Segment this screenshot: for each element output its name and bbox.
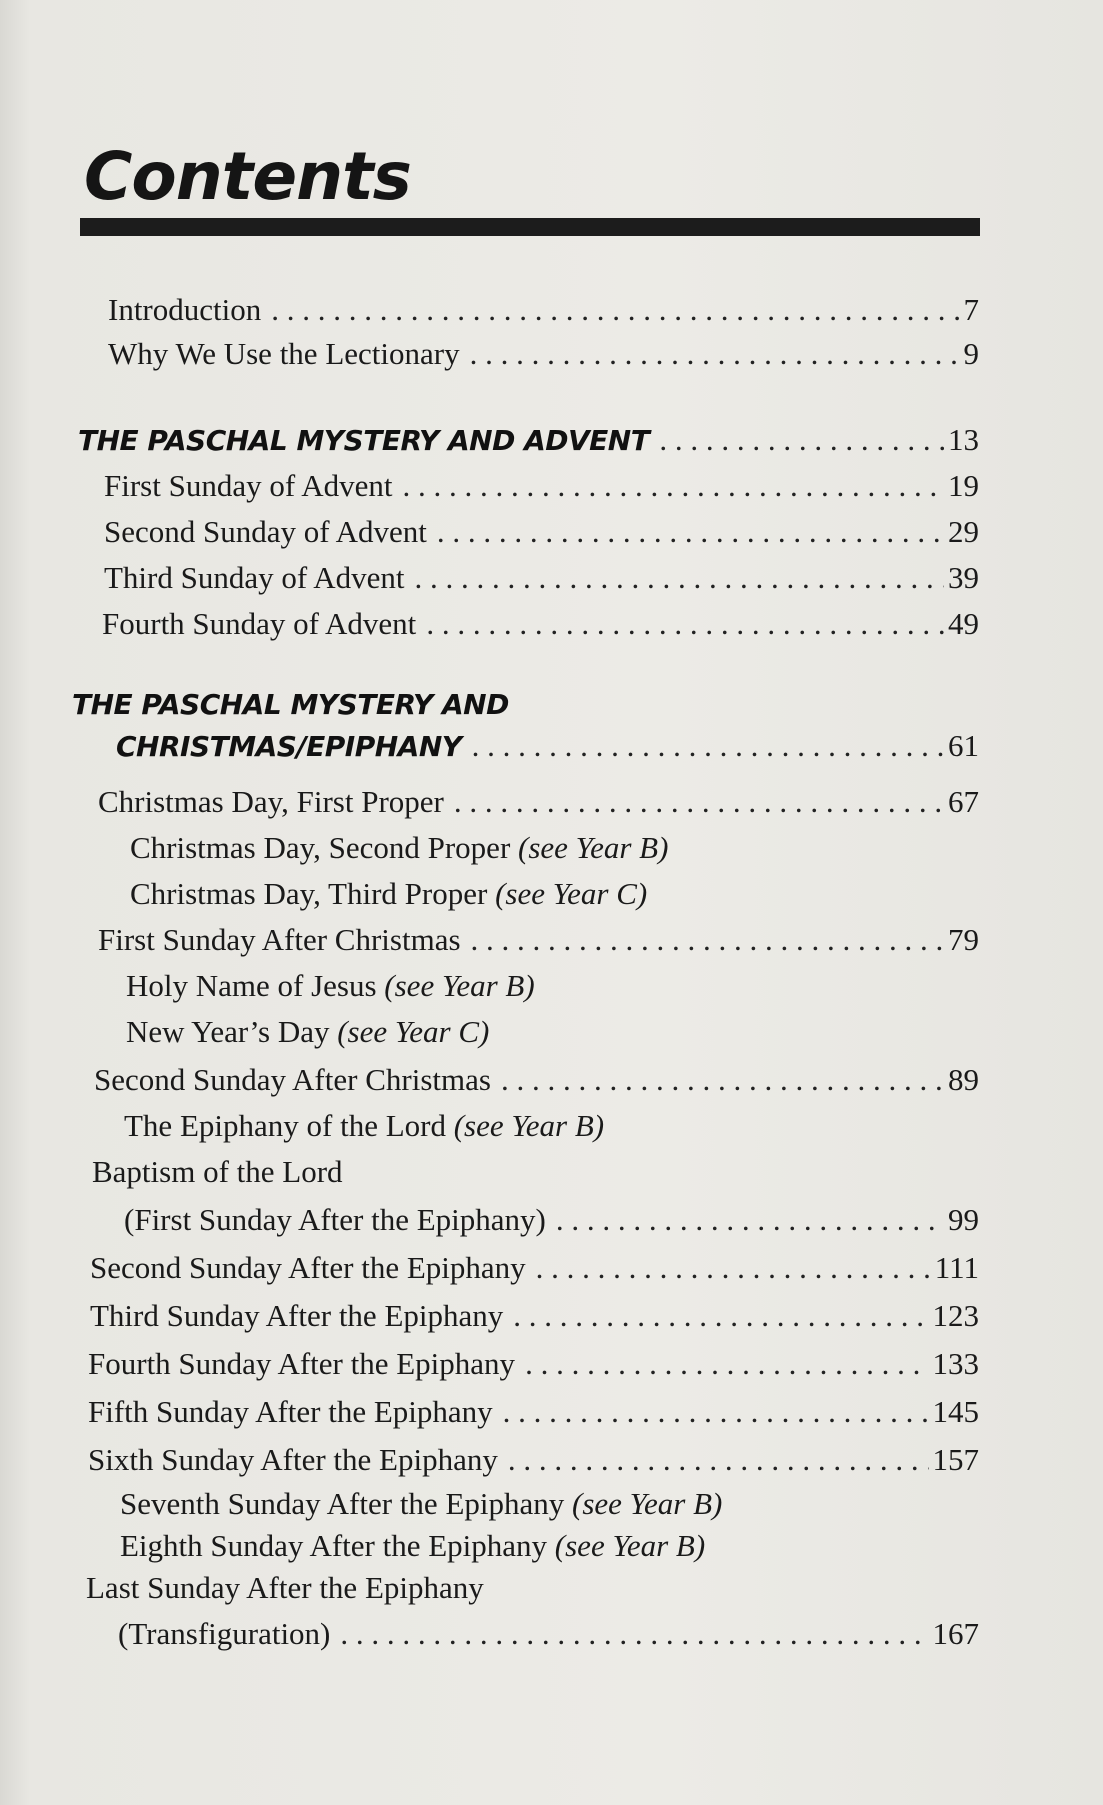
toc-entry: [88, 1394, 979, 1430]
toc-page-number: 111: [934, 1250, 979, 1285]
toc-entry-cross-reference: [126, 968, 535, 1004]
toc-entry: [98, 784, 979, 820]
dot-leader: [426, 606, 944, 642]
toc-entry-label: Holy Name of Jesus: [126, 968, 377, 1003]
dot-leader: [437, 514, 944, 550]
dot-leader: [472, 728, 944, 764]
section-heading-advent: [78, 422, 979, 458]
cross-reference-note: (see Year B): [518, 830, 669, 865]
toc-entry: [94, 1062, 979, 1098]
dot-leader: [525, 1346, 928, 1382]
toc-entry: [88, 1442, 979, 1478]
toc-page-number: 133: [932, 1346, 979, 1381]
toc-entry: [124, 1202, 979, 1238]
cross-reference-note: (see Year B): [453, 1108, 605, 1143]
cross-reference-note: (see Year C): [495, 876, 648, 911]
toc-entry-label: Introduction: [108, 292, 262, 327]
toc-entry-label: Third Sunday of Advent: [104, 560, 405, 595]
toc-entry-label: Christmas Day, First Proper: [98, 784, 444, 819]
toc-entry: [104, 468, 979, 504]
toc-page-number: 145: [932, 1394, 979, 1429]
toc-page-number: 79: [948, 922, 979, 957]
toc-entry: [104, 560, 979, 596]
dot-leader: [508, 1442, 929, 1478]
dot-leader: [556, 1202, 944, 1238]
dot-leader: [536, 1250, 931, 1286]
toc-entry-label: Sixth Sunday After the Epiphany: [88, 1442, 498, 1477]
dot-leader: [340, 1616, 928, 1652]
section-heading-christmas: [116, 728, 979, 764]
toc-entry-label: Christmas Day, Second Proper: [130, 830, 511, 865]
toc-entry-label: Fifth Sunday After the Epiphany: [88, 1394, 493, 1429]
toc-entry-cross-reference: [130, 830, 668, 866]
toc-entry-label: Second Sunday After the Epiphany: [90, 1250, 526, 1285]
dot-leader: [470, 336, 960, 372]
toc-entry-cross-reference: [130, 876, 647, 912]
toc-entry-label: (Transfiguration): [118, 1616, 331, 1651]
toc-entry-cross-reference: [126, 1014, 489, 1050]
toc-page-number: 89: [948, 1062, 979, 1097]
toc-entry-label: Second Sunday After Christmas: [94, 1062, 491, 1097]
dot-leader: [415, 560, 945, 596]
toc-entry: [90, 1298, 979, 1334]
toc-entry-introduction: [108, 292, 979, 328]
toc-entry: [98, 922, 979, 958]
toc-entry-label: New Year’s Day: [126, 1014, 330, 1049]
toc-page-number: 49: [948, 606, 979, 641]
toc-page-number: 67: [948, 784, 979, 819]
toc-entry-label: Fourth Sunday of Advent: [102, 606, 417, 641]
toc-entry-label-line1: Baptism of the Lord: [92, 1154, 343, 1189]
toc-entry-cross-reference: [124, 1108, 604, 1144]
toc-entry-label-line1: Last Sunday After the Epiphany: [86, 1570, 484, 1605]
toc-entry-cross-reference: [120, 1486, 722, 1522]
toc-entry-label: Seventh Sunday After the Epiphany: [120, 1486, 565, 1521]
toc-entry: [104, 514, 979, 550]
toc-entry-label: First Sunday of Advent: [104, 468, 393, 503]
toc-entry: [102, 606, 979, 642]
toc-entry-label: Third Sunday After the Epiphany: [90, 1298, 504, 1333]
toc-entry-label: The Epiphany of the Lord: [124, 1108, 446, 1143]
toc-entry-label: Second Sunday of Advent: [104, 514, 427, 549]
toc-page-number: 19: [948, 468, 979, 503]
cross-reference-note: (see Year B): [554, 1528, 706, 1563]
toc-page-number: 157: [932, 1442, 979, 1477]
section-heading-label: CHRISTMAS/EPIPHANY: [116, 730, 462, 763]
toc-page-number: 61: [948, 728, 979, 763]
toc-entry-label: Eighth Sunday After the Epiphany: [120, 1528, 548, 1563]
dot-leader: [402, 468, 944, 504]
toc-entry: [118, 1616, 979, 1652]
toc-entry-label: Christmas Day, Third Proper: [130, 876, 488, 911]
toc-entry-label: (First Sunday After the Epiphany): [124, 1202, 546, 1237]
section-heading-christmas-line1: THE PASCHAL MYSTERY AND: [72, 688, 509, 721]
toc-page-number: 167: [932, 1616, 979, 1651]
toc-entry-label: Why We Use the Lectionary: [108, 336, 460, 371]
toc-entry-why-lectionary: [108, 336, 979, 372]
section-heading-label: THE PASCHAL MYSTERY AND ADVENT: [78, 424, 650, 457]
dot-leader: [513, 1298, 928, 1334]
dot-leader: [659, 422, 944, 458]
cross-reference-note: (see Year B): [572, 1486, 723, 1521]
toc-page-number: 99: [948, 1202, 979, 1237]
dot-leader: [454, 784, 944, 820]
toc-entry-label: Fourth Sunday After the Epiphany: [88, 1346, 516, 1381]
cross-reference-note: (see Year C): [337, 1014, 490, 1049]
toc-entry-label: First Sunday After Christmas: [98, 922, 461, 957]
toc-entry-cross-reference: [120, 1528, 705, 1564]
dot-leader: [501, 1062, 944, 1098]
dot-leader: [471, 922, 944, 958]
toc-page-number: 13: [948, 422, 979, 457]
cross-reference-note: (see Year B): [384, 968, 535, 1003]
dot-leader: [503, 1394, 929, 1430]
toc-page-number: 9: [963, 336, 979, 371]
page-title: Contents: [84, 138, 411, 215]
toc-page-number: 7: [963, 292, 979, 327]
toc-page-number: 29: [948, 514, 979, 549]
toc-entry: [88, 1346, 979, 1382]
toc-page-number: 123: [932, 1298, 979, 1333]
toc-page-number: 39: [948, 560, 979, 595]
toc-entry: [90, 1250, 979, 1286]
dot-leader: [271, 292, 959, 328]
